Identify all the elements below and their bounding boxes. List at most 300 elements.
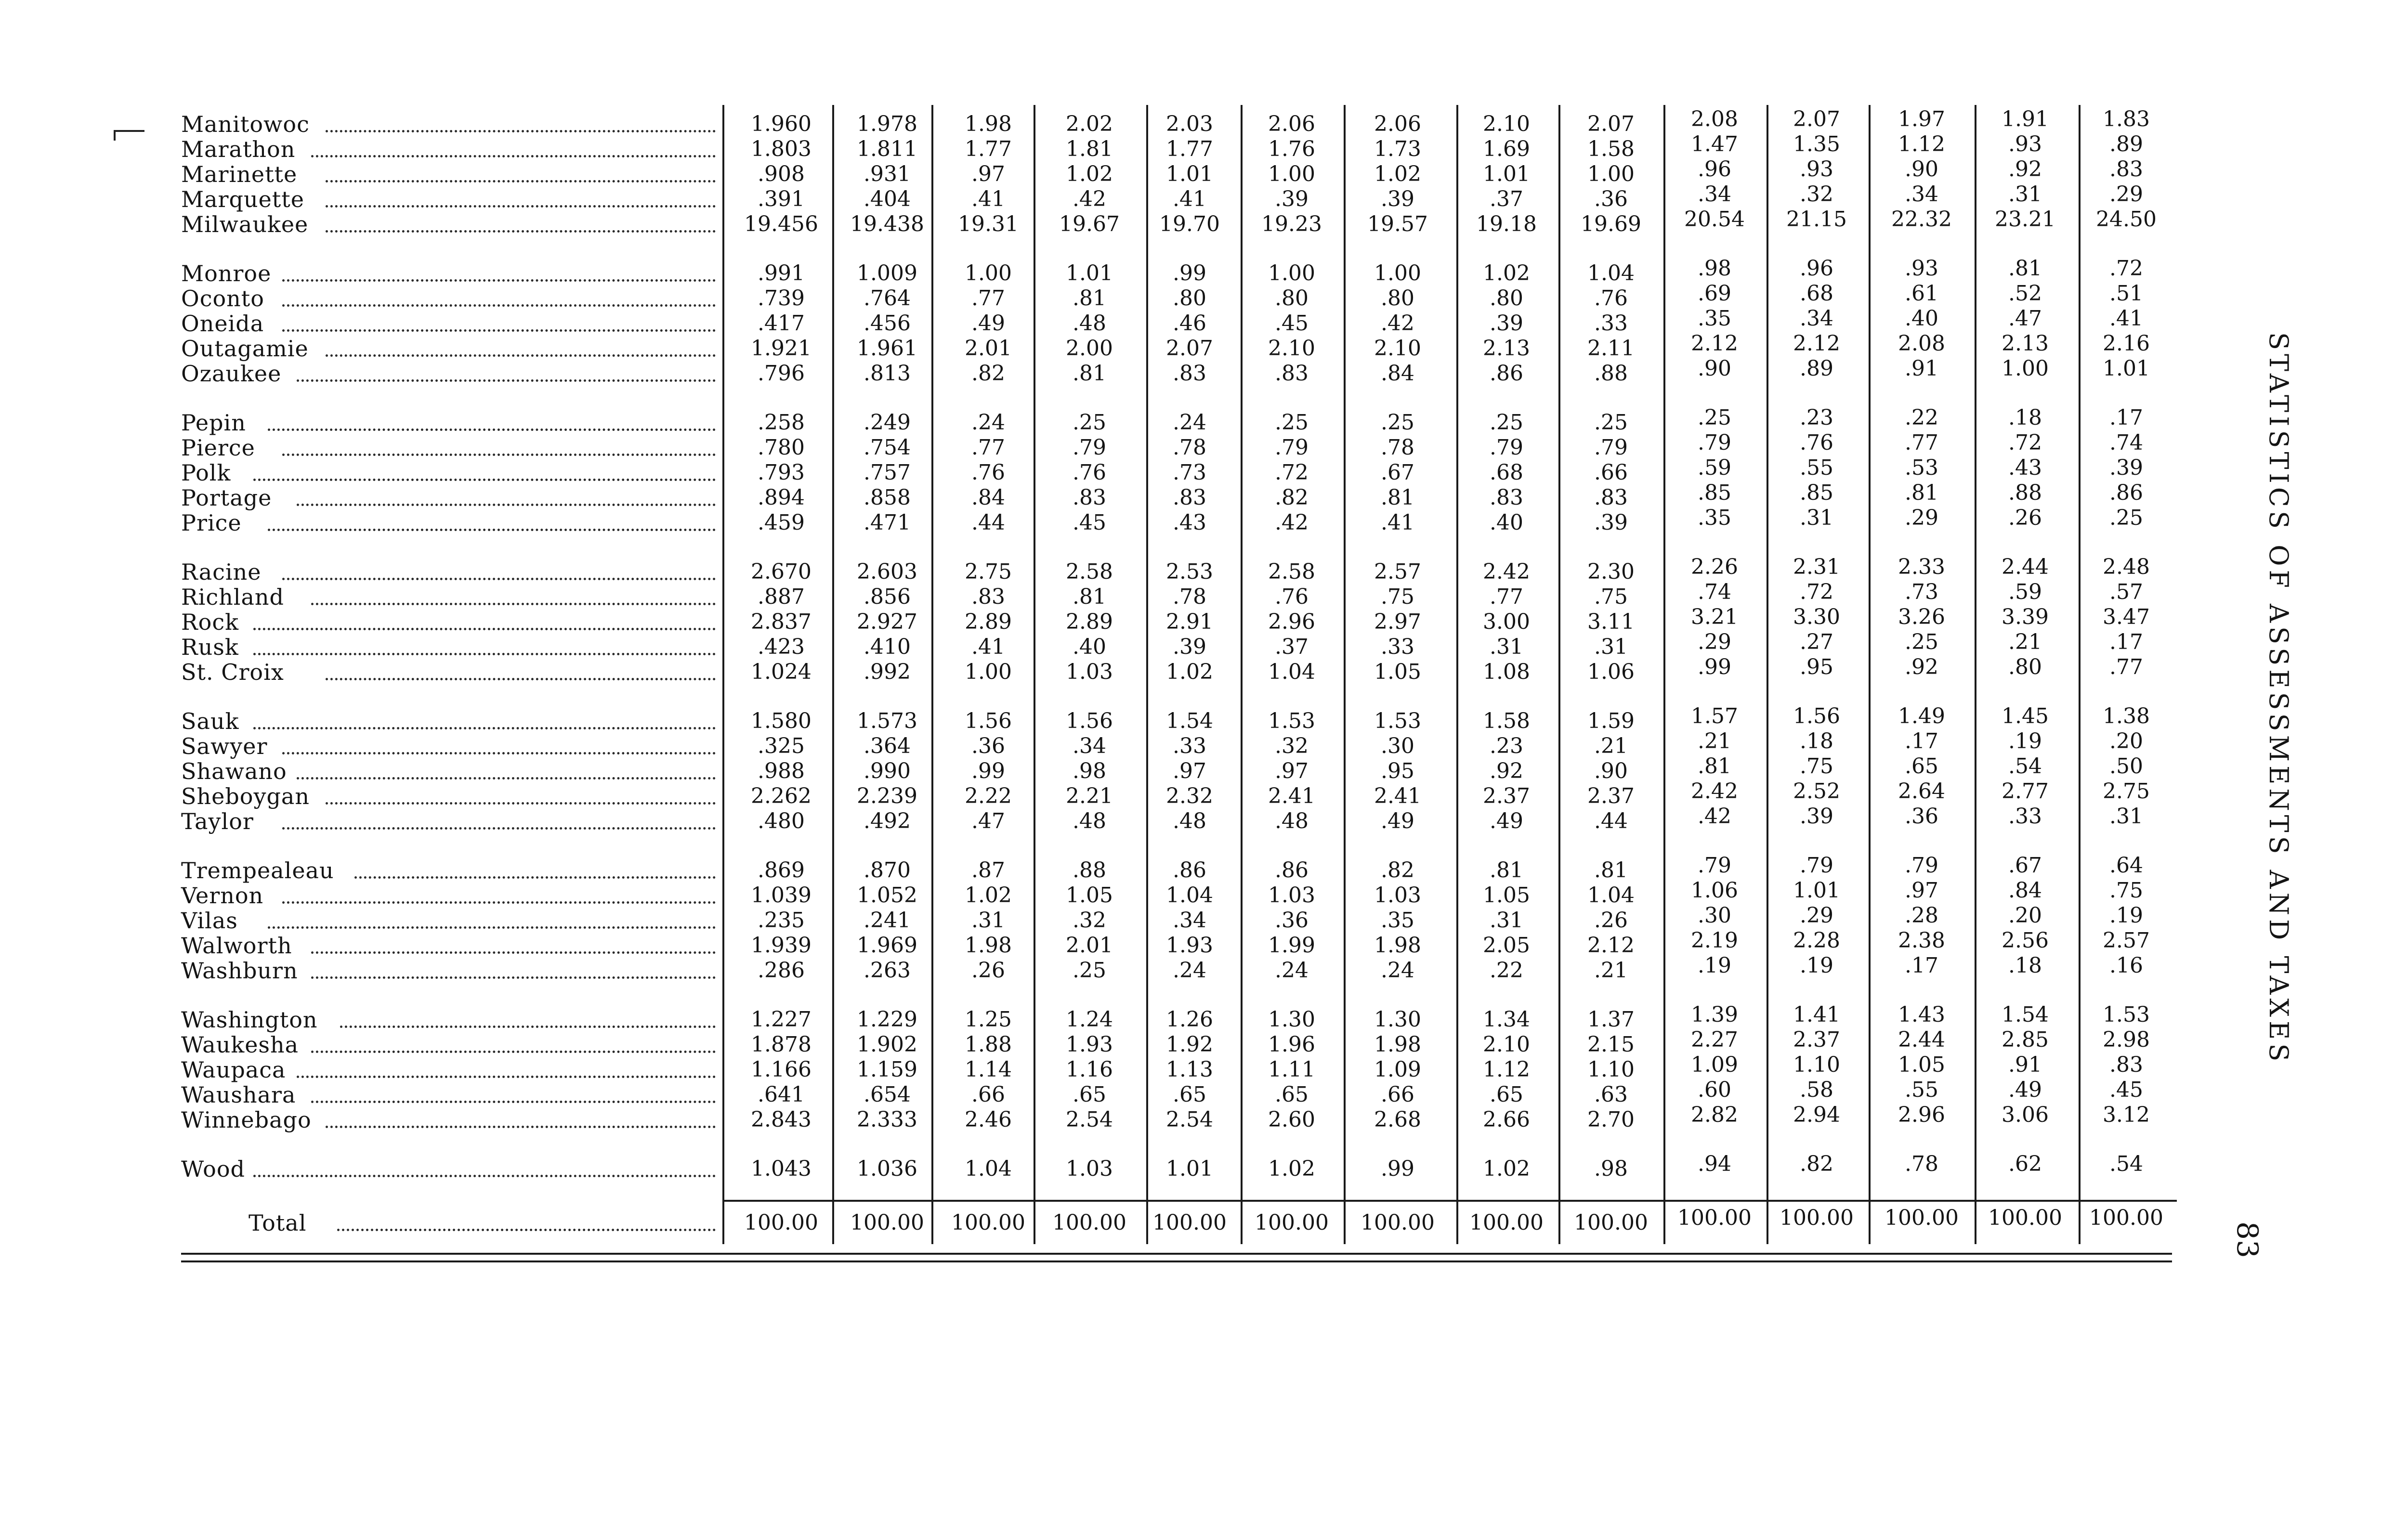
table-cell: .83 (1173, 361, 1206, 386)
table-cell: .57 (2109, 580, 2143, 604)
table-cell: 3.47 (2103, 605, 2150, 629)
table-cell: .40 (1073, 635, 1106, 659)
table-cell: .25 (1594, 410, 1628, 435)
table-cell: .83 (1275, 361, 1309, 386)
table-cell: 1.76 (1268, 137, 1315, 161)
table-cell: .991 (758, 261, 805, 286)
table-cell: 1.159 (857, 1057, 917, 1082)
table-cell: .59 (1698, 455, 1731, 480)
table-cell: 1.53 (1374, 709, 1421, 733)
table-cell: .65 (1073, 1082, 1106, 1107)
table-cell: .96 (1800, 256, 1833, 281)
table-cell: .76 (971, 460, 1005, 485)
table-cell: .36 (1275, 908, 1309, 933)
table-cell: .42 (1275, 510, 1309, 535)
total-cell: 100.00 (1780, 1206, 1854, 1230)
table-cell: .81 (1698, 754, 1731, 779)
table-cell: .17 (1905, 953, 1938, 978)
table-cell: 1.38 (2103, 704, 2150, 728)
table-cell: .91 (2008, 1052, 2042, 1077)
table-cell: .81 (1490, 858, 1523, 883)
table-cell: .870 (864, 858, 911, 883)
table-cell: .58 (1800, 1078, 1833, 1102)
table-cell: .754 (864, 435, 911, 460)
column-rule (931, 105, 933, 1244)
table-cell: 2.41 (1374, 784, 1421, 808)
table-cell: 1.13 (1166, 1057, 1213, 1082)
table-cell: .77 (1905, 430, 1938, 455)
table-cell: 2.12 (1793, 331, 1840, 356)
table-cell: 1.00 (2002, 356, 2049, 381)
table-cell: .21 (1594, 958, 1628, 983)
table-cell: .22 (1905, 405, 1938, 430)
table-cell: 1.02 (1066, 162, 1113, 186)
table-cell: 1.00 (1268, 162, 1315, 186)
table-cell: .75 (1594, 585, 1628, 609)
total-rule (722, 1200, 2177, 1202)
county-name: Sauk (181, 708, 239, 734)
table-cell: .21 (2008, 630, 2042, 654)
county-name: Oneida (181, 311, 264, 337)
table-cell: 3.06 (2002, 1103, 2049, 1127)
table-cell: 1.01 (2103, 356, 2150, 381)
table-cell: .41 (971, 635, 1005, 659)
table-cell: 1.921 (751, 336, 811, 361)
table-cell: .33 (1381, 635, 1414, 659)
table-cell: 1.14 (965, 1057, 1012, 1082)
table-cell: .19 (2109, 903, 2143, 928)
table-cell: 1.24 (1066, 1007, 1113, 1032)
table-cell: .84 (971, 485, 1005, 510)
table-cell: 2.08 (1691, 107, 1738, 131)
total-cell: 100.00 (1052, 1210, 1126, 1235)
table-cell: .36 (1905, 804, 1938, 829)
table-cell: .16 (2109, 953, 2143, 978)
table-cell: 2.97 (1374, 610, 1421, 634)
table-cell: 2.333 (857, 1107, 917, 1132)
table-cell: 1.803 (751, 137, 811, 161)
table-cell: 2.60 (1268, 1107, 1315, 1132)
dot-leader (282, 898, 716, 904)
table-cell: .25 (1905, 630, 1938, 654)
table-cell: .76 (1275, 585, 1309, 609)
table-cell: 1.98 (1374, 933, 1421, 958)
table-cell: 1.49 (1898, 704, 1945, 728)
table-cell: .41 (971, 187, 1005, 211)
table-cell: 1.35 (1793, 132, 1840, 156)
table-cell: 1.12 (1898, 132, 1945, 156)
table-cell: 19.69 (1581, 212, 1641, 236)
table-cell: 2.16 (2103, 331, 2150, 356)
table-cell: .82 (1381, 858, 1414, 883)
table-cell: .87 (971, 858, 1005, 883)
table-cell: .43 (2008, 455, 2042, 480)
dot-leader (282, 326, 716, 332)
table-cell: 1.960 (751, 112, 811, 136)
table-cell: .67 (2008, 853, 2042, 878)
table-cell: .98 (1073, 759, 1106, 783)
table-cell: .47 (971, 809, 1005, 833)
table-cell: 1.01 (1793, 878, 1840, 903)
table-cell: .17 (2109, 405, 2143, 430)
dot-leader (282, 276, 716, 282)
table-cell: .85 (1698, 481, 1731, 505)
dot-leader (297, 377, 716, 382)
table-cell: 1.573 (857, 709, 917, 733)
table-cell: .35 (1381, 908, 1414, 933)
table-cell: 2.82 (1691, 1103, 1738, 1127)
table-cell: .641 (758, 1082, 805, 1107)
table-cell: .25 (1698, 405, 1731, 430)
table-cell: .80 (1381, 286, 1414, 311)
dot-leader (311, 1098, 716, 1103)
table-cell: .73 (1905, 580, 1938, 604)
total-cell: 100.00 (1574, 1210, 1648, 1235)
table-cell: 1.92 (1166, 1032, 1213, 1057)
dot-leader (311, 974, 716, 979)
county-name: Portage (181, 485, 272, 511)
table-cell: .42 (1381, 311, 1414, 336)
table-cell: .80 (2008, 655, 2042, 679)
table-cell: 1.05 (1898, 1052, 1945, 1077)
page-number: 83 (2230, 1221, 2264, 1259)
table-cell: .258 (758, 410, 805, 435)
table-cell: .22 (1490, 958, 1523, 983)
total-cell: 100.00 (850, 1210, 924, 1235)
table-cell: .55 (1800, 455, 1833, 480)
county-name: Richland (181, 584, 284, 610)
table-cell: .61 (1905, 281, 1938, 306)
column-rule (1344, 105, 1346, 1244)
table-cell: .75 (2109, 878, 2143, 903)
table-cell: 2.837 (751, 610, 811, 634)
table-cell: .34 (1905, 182, 1938, 207)
table-cell: .85 (1800, 481, 1833, 505)
table-cell: .29 (1800, 903, 1833, 928)
table-cell: 2.77 (2002, 779, 2049, 804)
table-cell: 2.52 (1793, 779, 1840, 804)
table-cell: 1.05 (1483, 883, 1530, 908)
table-cell: 1.02 (1483, 1156, 1530, 1181)
table-cell: .471 (864, 510, 911, 535)
table-cell: .89 (2109, 132, 2143, 156)
table-cell: .73 (1173, 460, 1206, 485)
table-cell: .80 (1275, 286, 1309, 311)
table-cell: 2.12 (1587, 933, 1635, 958)
table-cell: 2.44 (1898, 1027, 1945, 1052)
table-cell: 2.56 (2002, 928, 2049, 953)
table-cell: .286 (758, 958, 805, 983)
table-cell: .95 (1800, 655, 1833, 679)
table-cell: .83 (1073, 485, 1106, 510)
table-cell: 1.12 (1483, 1057, 1530, 1082)
table-cell: 21.15 (1786, 207, 1847, 232)
table-cell: 1.56 (1793, 704, 1840, 728)
total-cell: 100.00 (1361, 1210, 1435, 1235)
table-cell: .25 (1381, 410, 1414, 435)
table-cell: 2.10 (1268, 336, 1315, 361)
column-rule (832, 105, 834, 1244)
table-cell: .86 (1173, 858, 1206, 883)
table-cell: .81 (2008, 256, 2042, 281)
table-cell: 1.00 (1374, 261, 1421, 286)
column-rule (1241, 105, 1243, 1244)
table-cell: 2.15 (1587, 1032, 1635, 1057)
table-cell: .92 (1490, 759, 1523, 783)
table-cell: .99 (1698, 655, 1731, 679)
table-cell: 2.13 (2002, 331, 2049, 356)
table-cell: 1.03 (1374, 883, 1421, 908)
column-rule (1975, 105, 1976, 1244)
column-rule (1146, 105, 1148, 1244)
table-cell: .48 (1073, 809, 1106, 833)
table-cell: .780 (758, 435, 805, 460)
county-name: Polk (181, 460, 231, 486)
table-cell: .235 (758, 908, 805, 933)
table-cell: 2.96 (1898, 1103, 1945, 1127)
table-cell: 19.456 (744, 212, 818, 236)
dot-leader (297, 1073, 716, 1078)
column-rule (1663, 105, 1665, 1244)
table-cell: 19.438 (850, 212, 924, 236)
dot-leader (326, 799, 716, 805)
running-title: STATISTICS OF ASSESSMENTS AND TAXES (2264, 332, 2294, 1065)
county-name: Rock (181, 609, 239, 635)
table-cell: 2.42 (1483, 559, 1530, 584)
table-cell: .49 (1490, 809, 1523, 833)
table-cell: .54 (2008, 754, 2042, 779)
table-cell: 2.66 (1483, 1107, 1530, 1132)
table-cell: 2.70 (1587, 1107, 1635, 1132)
table-cell: 3.26 (1898, 605, 1945, 629)
table-cell: .18 (2008, 405, 2042, 430)
table-cell: 1.05 (1374, 660, 1421, 684)
table-cell: .45 (2109, 1078, 2143, 1102)
table-cell: .69 (1698, 281, 1731, 306)
table-cell: .410 (864, 635, 911, 659)
table-cell: 2.54 (1066, 1107, 1113, 1132)
table-cell: .40 (1490, 510, 1523, 535)
table-cell: 2.57 (2103, 928, 2150, 953)
table-cell: 1.580 (751, 709, 811, 733)
table-cell: .47 (2008, 306, 2042, 331)
table-cell: .28 (1905, 903, 1938, 928)
table-cell: .77 (2109, 655, 2143, 679)
county-name: Washington (181, 1007, 318, 1033)
table-cell: .95 (1381, 759, 1414, 783)
table-cell: .30 (1381, 734, 1414, 758)
table-cell: 1.10 (1793, 1052, 1840, 1077)
dot-leader (326, 227, 716, 233)
table-cell: 3.00 (1483, 610, 1530, 634)
county-name: Milwaukee (181, 211, 309, 237)
table-cell: .27 (1800, 630, 1833, 654)
table-cell: .67 (1381, 460, 1414, 485)
table-cell: .29 (2109, 182, 2143, 207)
table-cell: 1.56 (965, 709, 1012, 733)
table-cell: .654 (864, 1082, 911, 1107)
table-cell: .26 (2008, 506, 2042, 530)
table-cell: 1.878 (751, 1032, 811, 1057)
table-cell: 1.47 (1691, 132, 1738, 156)
table-cell: 2.85 (2002, 1027, 2049, 1052)
table-cell: .18 (2008, 953, 2042, 978)
dot-leader (253, 1172, 716, 1177)
table-cell: 1.00 (965, 660, 1012, 684)
column-rule (722, 105, 724, 1244)
table-cell: .25 (1073, 410, 1106, 435)
table-cell: .417 (758, 311, 805, 336)
table-cell: .97 (971, 162, 1005, 186)
table-cell: 1.16 (1066, 1057, 1113, 1082)
table-cell: .97 (1173, 759, 1206, 783)
table-cell: 1.77 (1166, 137, 1213, 161)
table-cell: 1.039 (751, 883, 811, 908)
table-cell: 1.01 (1066, 261, 1113, 286)
table-cell: .77 (971, 435, 1005, 460)
table-cell: 2.843 (751, 1107, 811, 1132)
table-cell: .88 (1073, 858, 1106, 883)
table-cell: 1.036 (857, 1156, 917, 1181)
table-cell: .31 (1594, 635, 1628, 659)
table-cell: 19.23 (1261, 212, 1322, 236)
table-cell: .51 (2109, 281, 2143, 306)
table-cell: .459 (758, 510, 805, 535)
table-cell: .81 (1381, 485, 1414, 510)
table-cell: .79 (1073, 435, 1106, 460)
table-cell: 1.73 (1374, 137, 1421, 161)
table-cell: .83 (1173, 485, 1206, 510)
table-cell: 1.10 (1587, 1057, 1635, 1082)
table-cell: 1.978 (857, 112, 917, 136)
table-cell: 19.67 (1059, 212, 1120, 236)
table-cell: 2.46 (965, 1107, 1012, 1132)
table-cell: .86 (1490, 361, 1523, 386)
table-cell: 1.96 (1268, 1032, 1315, 1057)
table-cell: 1.99 (1268, 933, 1315, 958)
table-cell: 2.27 (1691, 1027, 1738, 1052)
table-cell: 2.06 (1268, 112, 1315, 136)
table-cell: 1.01 (1166, 162, 1213, 186)
county-name: Marathon (181, 136, 296, 162)
table-cell: .50 (2109, 754, 2143, 779)
table-cell: .44 (971, 510, 1005, 535)
table-cell: .44 (1594, 809, 1628, 833)
table-cell: 1.98 (1374, 1032, 1421, 1057)
county-name: Price (181, 510, 242, 536)
table-cell: 1.902 (857, 1032, 917, 1057)
table-cell: 1.91 (2002, 107, 2049, 131)
table-cell: 22.32 (1891, 207, 1952, 232)
table-cell: .80 (1173, 286, 1206, 311)
table-cell: 2.89 (965, 610, 1012, 634)
county-name: Taylor (181, 808, 254, 834)
table-cell: 1.02 (1166, 660, 1213, 684)
table-cell: .89 (1800, 356, 1833, 381)
table-cell: .79 (1490, 435, 1523, 460)
table-cell: .241 (864, 908, 911, 933)
table-cell: 2.53 (1166, 559, 1213, 584)
dot-leader (326, 177, 716, 182)
table-cell: .76 (1594, 286, 1628, 311)
table-cell: .78 (1905, 1152, 1938, 1176)
table-cell: .20 (2008, 903, 2042, 928)
column-rule (1767, 105, 1768, 1244)
table-cell: .80 (1490, 286, 1523, 311)
table-cell: .492 (864, 809, 911, 833)
table-cell: .48 (1173, 809, 1206, 833)
table-cell: 1.06 (1691, 878, 1738, 903)
table-cell: .25 (1275, 410, 1309, 435)
table-cell: .82 (1275, 485, 1309, 510)
table-cell: .83 (2109, 1052, 2143, 1077)
table-cell: 2.37 (1587, 784, 1635, 808)
table-cell: .39 (2109, 455, 2143, 480)
total-cell: 100.00 (1677, 1206, 1752, 1230)
county-name: St. Croix (181, 659, 284, 685)
dot-leader (297, 501, 716, 506)
table-cell: 1.00 (1268, 261, 1315, 286)
table-cell: .19 (1800, 953, 1833, 978)
county-name: Vilas (181, 908, 238, 934)
table-cell: .37 (1275, 635, 1309, 659)
table-cell: 1.00 (965, 261, 1012, 286)
table-cell: 2.262 (751, 784, 811, 808)
table-cell: 2.01 (1066, 933, 1113, 958)
table-cell: .35 (1698, 506, 1731, 530)
county-name: Marinette (181, 161, 298, 187)
table-cell: .391 (758, 187, 805, 211)
table-cell: 2.33 (1898, 555, 1945, 579)
total-cell: 100.00 (744, 1210, 818, 1235)
table-cell: .81 (1905, 481, 1938, 505)
table-cell: 2.31 (1793, 555, 1840, 579)
total-cell: 100.00 (951, 1210, 1025, 1235)
table-cell: .52 (2008, 281, 2042, 306)
table-cell: 2.68 (1374, 1107, 1421, 1132)
table-cell: .990 (864, 759, 911, 783)
table-cell: .41 (1173, 187, 1206, 211)
county-name: Pepin (181, 410, 246, 436)
table-cell: 1.25 (965, 1007, 1012, 1032)
table-cell: 2.37 (1793, 1027, 1840, 1052)
margin-mark (114, 130, 116, 141)
table-cell: .19 (2008, 729, 2042, 754)
table-cell: .93 (1905, 256, 1938, 281)
table-cell: .49 (1381, 809, 1414, 833)
total-cell: 100.00 (1255, 1210, 1329, 1235)
table-cell: 19.57 (1367, 212, 1428, 236)
table-cell: .72 (1800, 580, 1833, 604)
table-cell: .36 (971, 734, 1005, 758)
table-cell: .25 (1490, 410, 1523, 435)
county-name: Sheboygan (181, 783, 310, 809)
table-cell: .74 (1698, 580, 1731, 604)
county-name: Shawano (181, 758, 287, 784)
table-cell: .68 (1800, 281, 1833, 306)
table-cell: 23.21 (1995, 207, 2055, 232)
table-cell: .31 (1800, 506, 1833, 530)
table-cell: 1.05 (1066, 883, 1113, 908)
table-cell: 1.09 (1374, 1057, 1421, 1082)
column-rule (2079, 105, 2081, 1244)
table-cell: .33 (1173, 734, 1206, 758)
table-cell: .45 (1275, 311, 1309, 336)
table-cell: .31 (1490, 908, 1523, 933)
table-cell: 1.98 (965, 933, 1012, 958)
table-cell: 1.30 (1374, 1007, 1421, 1032)
table-cell: .796 (758, 361, 805, 386)
